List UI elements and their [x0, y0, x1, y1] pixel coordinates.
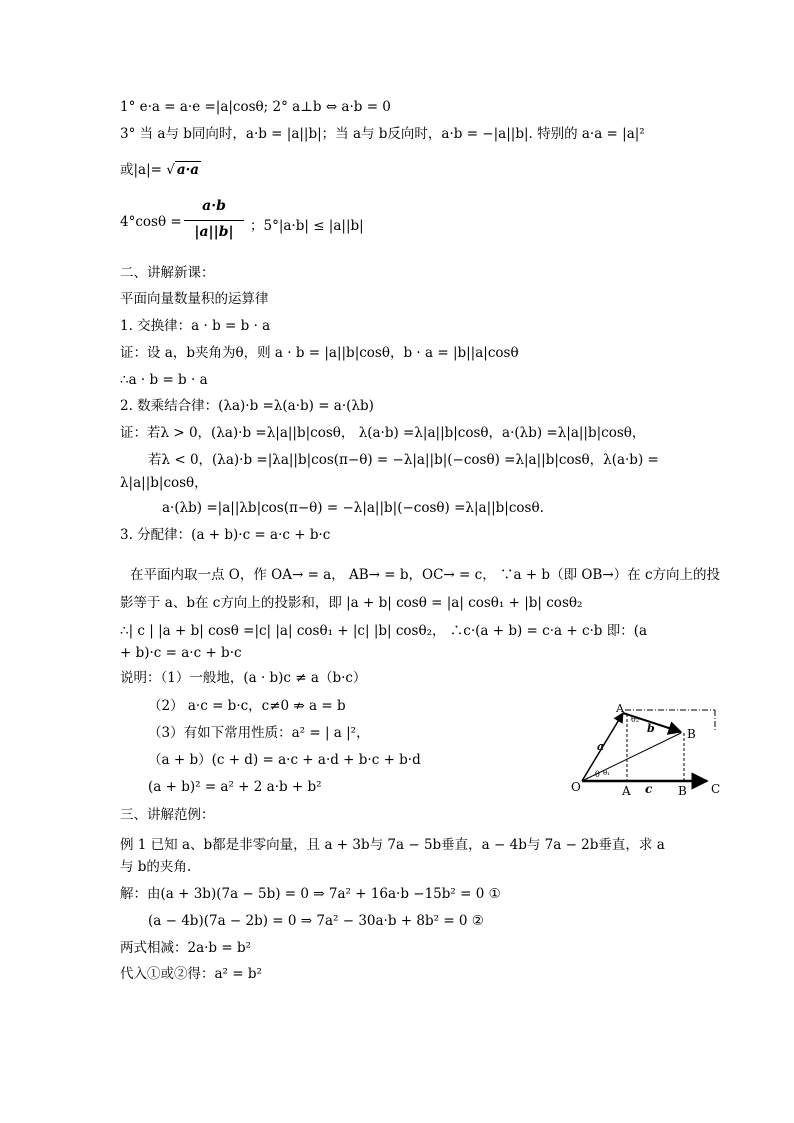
section-heading: 二、讲解新课： — [120, 265, 215, 281]
text-line: 若λ < 0，(λa)·b =|λa||b|cos(π−θ) = −λ|a||b|(−cosθ) =λ|a||b|cosθ，λ(a·b) = — [148, 452, 659, 468]
vector-projection-diagram — [565, 700, 745, 810]
text-line: 解：由(a + 3b)(7a − 5b) = 0 ⇒ 7a² + 16a·b −15b² = 0 ① — [120, 886, 501, 902]
text-line: 在平面内取一点 O，作 OA→ = a， AB→ = b，OC→ = c， ∵a + b（即 OB→）在 c方向上的投 — [130, 567, 721, 583]
text-line: 说明：（1）一般地，(a · b)c ≠ a（b·c） — [120, 670, 367, 686]
text-line: (a − 4b)(7a − 2b) = 0 ⇒ 7a² − 30a·b + 8b² = 0 ② — [148, 913, 484, 929]
label-a-bottom: A — [622, 784, 631, 798]
text-line: 证：若λ > 0，(λa)·b =λ|a||b|cosθ， λ(a·b) =λ|a||b|cosθ，a·(λb) =λ|a||b|cosθ， — [120, 425, 646, 441]
label-vec-b: b — [647, 722, 655, 735]
text-line: 代入①或②得：a² = b² — [120, 966, 262, 982]
label-theta1: θ₁ — [603, 769, 611, 777]
label-b-bottom: B — [678, 784, 687, 798]
text-line: a·(λb) =|a||λb|cos(π−θ) = −λ|a||b|(−cosθ) =λ|a||b|cosθ. — [162, 500, 544, 516]
text-line: （a + b）(c + d) = a·c + a·d + b·c + b·d — [148, 752, 421, 768]
label-a-top: A — [616, 702, 624, 715]
label-b: B — [687, 727, 696, 741]
text-line: ∴a · b = b · a — [120, 372, 208, 388]
label-vec-a: a — [597, 740, 605, 753]
text-line: 与 b的夹角. — [120, 859, 192, 875]
section-heading: 三、讲解范例： — [120, 807, 215, 823]
label-c-axis: C — [711, 782, 721, 796]
text-line: ∴| c | |a + b| cosθ =|c| |a| cosθ₁ + |c| |b| cosθ₂， ∴c·(a + b) = c·a + c·b 即：(a — [120, 623, 648, 639]
label-theta: θ — [595, 770, 600, 779]
text-line: λ|a||b|cosθ， — [120, 475, 208, 491]
text-line: 1° e·a = a·e =|a|cosθ; 2° a⊥b ⇔ a·b = 0 — [120, 99, 391, 115]
text-line: (a + b)² = a² + 2 a·b + b² — [148, 779, 322, 795]
text-line: 影等于 a、b在 c方向上的投影和，即 |a + b| cosθ = |a| cosθ₁ + |b| cosθ₂ — [120, 595, 583, 611]
subheading: 平面向量数量积的运算律 — [120, 291, 269, 307]
text-line: 1. 交换律：a · b = b · a — [120, 318, 271, 334]
text-line: + b)·c = a·c + b·c — [120, 645, 242, 661]
text-line: 证：设 a，b夹角为θ，则 a · b = |a||b|cosθ，b · a = |b||a|cosθ — [120, 345, 519, 361]
text-line: （3）有如下常用性质：a² = | a |²， — [148, 725, 370, 741]
sqrt-formula: 或|a|= √ a·a — [120, 162, 200, 178]
text-line: 两式相减：2a·b = b² — [120, 940, 252, 956]
label-theta2: θ₂ — [631, 715, 640, 724]
label-c: c — [645, 782, 653, 796]
text-line: 3° 当 a与 b同向时，a·b = |a||b|；当 a与 b反向时，a·b = −|a||b|. 特别的 a·a = |a|² — [120, 126, 645, 142]
label-o: O — [571, 780, 581, 794]
text-line: （2） a·c = b·c，c≠0 ⇏ a = b — [148, 698, 346, 714]
text-line: 3. 分配律：(a + b)·c = a·c + b·c — [120, 527, 331, 543]
text-line: 例 1 已知 a、b都是非零向量，且 a + 3b与 7a − 5b垂直，a − 4b与 7a − 2b垂直，求 a — [120, 837, 665, 853]
text-line: 2. 数乘结合律：(λa)·b =λ(a·b) = a·(λb) — [120, 398, 374, 414]
